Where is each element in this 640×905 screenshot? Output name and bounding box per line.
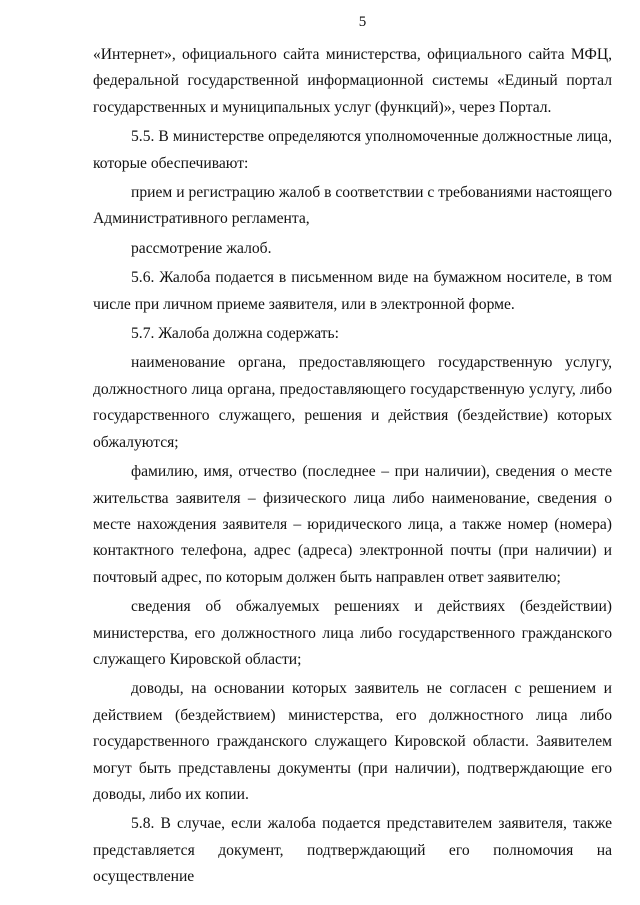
paragraph-5-7: 5.7. Жалоба должна содержать: [131, 325, 339, 343]
paragraph-5-7-item-1: наименование органа, предоставляющего государственную услугу, должностного лица органа, предоставляющего государственную услугу, либо государственного служащего, решения и действия (бездействие) которых обжалуются; [93, 354, 612, 451]
paragraph-5-8: 5.8. В случае, если жалоба подается представителем заявителя, также представляется документ, подтверждающий его полномочия на осуществление [93, 815, 612, 886]
paragraph-5-5-item-2: рассмотрение жалоб. [131, 239, 272, 257]
page-number: 5 [358, 14, 367, 30]
paragraph-5-5-item-1: прием и регистрацию жалоб в соответствии с требованиями настоящего Административного регламента, [93, 184, 612, 228]
paragraph-5-7-item-3: сведения об обжалуемых решениях и действиях (бездействии) министерства, его должностного лица либо государственного гражданского служащего Кировской области; [93, 598, 612, 668]
paragraph-5-7-item-2: фамилию, имя, отчество (последнее – при наличии), сведения о месте жительства заявителя – физического лица либо наименование, сведения о месте нахождения заявителя – юридического лица, а также номер (номера) контактного телефона, адрес (адреса) электронной почты (при наличии) и почтовый адрес, по которым должен быть направлен ответ заявителю; [93, 463, 612, 586]
paragraph-5-7-item-4: доводы, на основании которых заявитель не согласен с решением и действием (бездействием) министерства, его должностного лица либо государственного гражданского служащего Кировской области. Заявителем могут быть представлены документы (при наличии), подтверждающие его доводы, либо их копии. [93, 680, 612, 803]
paragraph-5-5: 5.5. В министерстве определяются уполномоченные должностные лица, которые обеспечивают: [93, 128, 612, 172]
paragraph-intro: «Интернет», официального сайта министерства, официального сайта МФЦ, федеральной государственной информационной системы «Единый портал государственных и муниципальных услуг (функций)», через Портал. [93, 46, 612, 116]
paragraph-5-6: 5.6. Жалоба подается в письменном виде на бумажном носителе, в том числе при личном приеме заявителя, или в электронной форме. [93, 269, 612, 313]
